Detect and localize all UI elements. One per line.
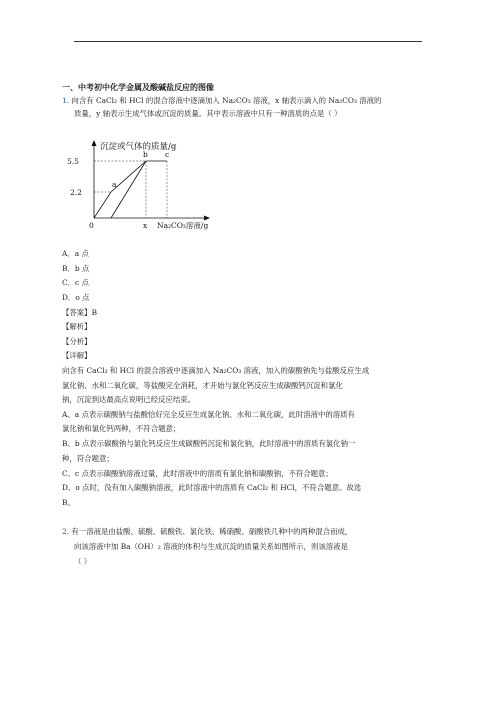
- tick-label-5.5: 5.5: [67, 157, 79, 166]
- explain-line: A、a 点表示碳酸钠与盐酸恰好完全反应生成氯化钠、水和二氧化碳，此时溶液中的溶质有: [62, 410, 355, 419]
- tick-label-2.2: 2.2: [70, 188, 82, 197]
- q2-text1: 有一溶液是由盐酸、硫酸、硫酸铁、氯化铁、稀硝酸、硝酸铁几种中的两种混合而成，: [71, 527, 353, 536]
- tick-label-x: x: [143, 221, 148, 230]
- point-label-a: a: [112, 180, 117, 189]
- explain-line: C、c 点表示碳酸钠溶液过量，此时溶液中的溶质有氯化钠和碳酸钠，不符合题意；: [62, 469, 333, 478]
- section-title: 一、中考初中化学金属及酸碱盐反应的图像: [62, 83, 214, 92]
- x-axis-label: Na₂CO₃溶液/g: [157, 221, 209, 230]
- gas-precip-line: [94, 161, 167, 218]
- origin-label: 0: [89, 221, 94, 230]
- explain-line: B、b 点表示碳酸钠与氯化钙反应生成碳酸钙沉淀和氯化钠，此时溶液中的溶质有氯化钠一: [62, 439, 356, 448]
- q1-line2: 质量，y 轴表示生成气体或沉淀的质量。其中表示溶液中只有一种溶质的点是（ ）: [74, 109, 342, 118]
- explain-line: 向含有 CaCl₂ 和 HCl 的混合溶液中逐滴加入 Na₂CO₃ 溶液，加入的碳酸钠先与盐酸反应生成: [62, 366, 370, 375]
- option-a: A．a 点: [62, 249, 89, 258]
- detail-tag: 【详解】: [62, 351, 92, 360]
- q1-text1: 向含有 CaCl₂ 和 HCl 的混合溶液中逐滴加入 Na₂CO₃ 溶液，x 轴表示滴入的 Na₂CO₃ 溶液的: [71, 96, 382, 105]
- explain-line: 氯化钠和氯化钙两种，不符合题意；: [62, 424, 181, 433]
- answer-tag: 【答案】B: [62, 308, 97, 317]
- point-label-b: b: [143, 150, 148, 159]
- y-axis-label: 沉淀或气体的质量/g: [100, 142, 177, 152]
- q2-line1: [62, 526, 352, 537]
- analysis-tag: 【解析】: [62, 322, 92, 331]
- point-label-c: c: [165, 150, 170, 159]
- precipitate-line: [111, 161, 146, 218]
- header-rule: [74, 41, 422, 42]
- q2-number: 2.: [62, 527, 70, 536]
- explain-line: 种，符合题意；: [62, 454, 114, 463]
- option-d: D．o 点: [62, 293, 90, 302]
- y-axis-arrow: [92, 140, 97, 146]
- fenxi-tag: 【分析】: [62, 337, 92, 346]
- explain-line: 钠，沉淀到达最高点说明已经反应结束。: [62, 395, 196, 404]
- q1-line1: [62, 95, 381, 106]
- explain-line: B。: [62, 498, 75, 507]
- option-c: C．c 点: [62, 278, 89, 287]
- q2-line2: 向该溶液中加 Ba（OH）₂ 溶液的体积与生成沉淀的质量关系如图所示，则该溶液是: [74, 542, 348, 551]
- explain-line: 氯化钠、水和二氧化碳，等盐酸完全消耗，才开始与氯化钙反应生成碳酸钙沉淀和氯化: [62, 381, 343, 390]
- reaction-chart: [62, 140, 212, 232]
- explain-line: D、o 点时，没有加入碳酸钠溶液，此时溶液中的溶质有 CaCl₂ 和 HCl，不符合题意。故选: [62, 483, 362, 492]
- option-b: B．b 点: [62, 264, 90, 273]
- q2-line3: （ ）: [74, 557, 92, 566]
- q1-number: 1.: [62, 96, 70, 105]
- x-axis-arrow: [204, 216, 210, 221]
